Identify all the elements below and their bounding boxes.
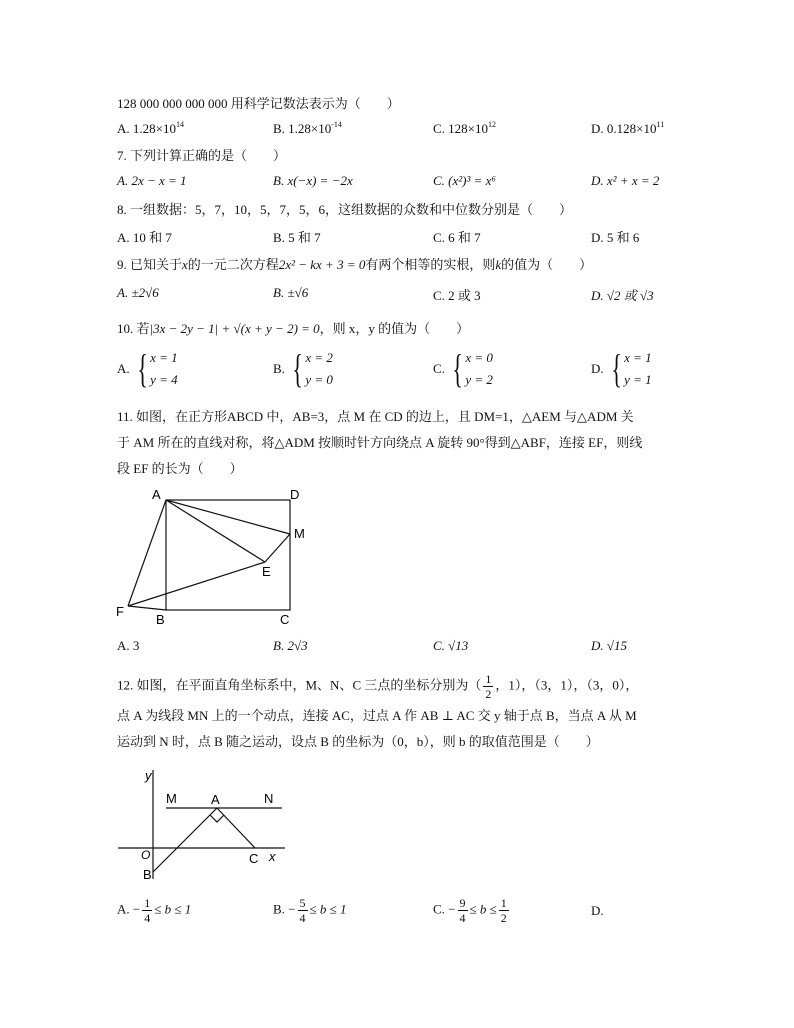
segment-af	[128, 500, 166, 606]
q12-option-b: B. − $\frac{5}{4}$ ≤ b ≤ 1	[273, 896, 347, 925]
q7-option-c: C. (x²)³ = x⁶	[433, 173, 496, 188]
q12-line-3: 运动到 N 时，点 B 随之运动，设点 B 的坐标为（0，b），则 b 的取值范围是（ ）	[117, 734, 599, 749]
segment-am	[166, 500, 290, 534]
segment-ae	[166, 500, 265, 562]
segment-em	[265, 534, 290, 562]
q8-option-b: B. 5 和 7	[273, 230, 321, 245]
segment-ef	[128, 562, 265, 606]
label-y: y	[145, 768, 152, 783]
q9-option-c: C. 2 或 3	[433, 288, 481, 303]
q6-option-d: D. $0.128\times 10^{11}$	[591, 120, 665, 136]
label-x: x	[269, 849, 276, 864]
label-o: O	[141, 848, 151, 862]
label-m: M	[166, 791, 177, 806]
q8-stem: 8. 一组数据：5，7，10，5，7，5，6，这组数据的众数和中位数分别是（ ）	[117, 202, 573, 217]
q8-option-c: C. 6 和 7	[433, 230, 481, 245]
segment-fb	[128, 606, 166, 610]
q11-line-2: 于 AM 所在的直线对称，将△ADM 按顺时针方向绕点 A 旋转 90°得到△ABF，连接 EF，则线	[117, 435, 643, 450]
label-d: D	[290, 487, 300, 502]
q10-option-c: C. { x = 0 y = 2	[433, 346, 493, 391]
q6-option-b: B. $1.28\times 10^{-14}$	[273, 120, 342, 136]
q11-figure	[110, 484, 320, 634]
label-a: A	[152, 487, 161, 502]
q10-stem: 10. 若|3x − 2y − 1| + √(x + y − 2) = 0，则 x，y 的值为（ ）	[117, 321, 470, 336]
q12-option-c: C. − $\frac{9}{4}$ ≤ b ≤ $\frac{1}{2}$	[433, 896, 507, 925]
q6-option-a: A. $1.28\times 10^{14}$	[117, 120, 184, 136]
q6-option-c: C. $128\times 10^{12}$	[433, 120, 497, 136]
q7-option-a: A. 2x − x = 1	[117, 173, 187, 188]
q8-option-a: A. 10 和 7	[117, 230, 172, 245]
q11-line-1: 11. 如图，在正方形ABCD 中，AB=3，点 M 在 CD 的边上，且 DM=1，△AEM 与△ADM 关	[117, 409, 634, 424]
label-m: M	[294, 526, 305, 541]
segment-ac	[217, 808, 255, 848]
label-b: B	[143, 867, 152, 882]
label-f: F	[116, 604, 124, 619]
segment-ab	[153, 808, 217, 872]
q10-option-d: D. { x = 1 y = 1	[591, 346, 652, 391]
q9-stem: 9. 已知关于x的一元二次方程2x² − kx + 3 = 0有两个相等的实根，则k的值为（ ）	[117, 257, 593, 272]
label-n: N	[264, 791, 274, 806]
label-c: C	[280, 612, 290, 627]
label-c: C	[249, 851, 259, 866]
q12-option-d: D.	[591, 903, 604, 918]
q12-line-1: 12. 如图，在平面直角坐标系中，M、N、C 三点的坐标分别为（ $\frac{1}{2}$ ，1），（3，1），（3，0），	[117, 672, 639, 701]
q6-stem: 128 000 000 000 000 用科学记数法表示为（ ）	[117, 96, 400, 111]
q9-option-a: A. ±2√6	[117, 285, 159, 300]
right-angle-mark	[210, 815, 224, 822]
q12-figure	[110, 764, 300, 886]
label-b: B	[156, 612, 165, 627]
q11-line-3: 段 EF 的长为（ ）	[117, 461, 243, 476]
q10-option-a: A. { x = 1 y = 4	[117, 346, 178, 391]
q7-option-d: D. x² + x = 2	[591, 173, 660, 188]
q11-option-b: B. 2√3	[273, 638, 308, 653]
q12-option-a: A. − $\frac{1}{4}$ ≤ b ≤ 1	[117, 896, 192, 925]
q7-option-b: B. x(−x) = −2x	[273, 173, 353, 188]
q8-option-d: D. 5 和 6	[591, 230, 640, 245]
q11-option-d: D. √15	[591, 638, 628, 653]
q7-stem: 7. 下列计算正确的是（ ）	[117, 148, 287, 163]
q9-option-d: D. √2 或 √3	[591, 288, 654, 303]
label-a: A	[211, 792, 220, 807]
q11-option-a: A. 3	[117, 638, 140, 653]
q10-option-b: B. { x = 2 y = 0	[273, 346, 333, 391]
q12-line-2: 点 A 为线段 MN 上的一个动点，连接 AC，过点 A 作 AB ⊥ AC 交 y 轴于点 B，当点 A 从 M	[117, 708, 637, 723]
q9-option-b: B. ±√6	[273, 285, 309, 300]
label-e: E	[262, 564, 271, 579]
q11-option-c: C. √13	[433, 638, 469, 653]
